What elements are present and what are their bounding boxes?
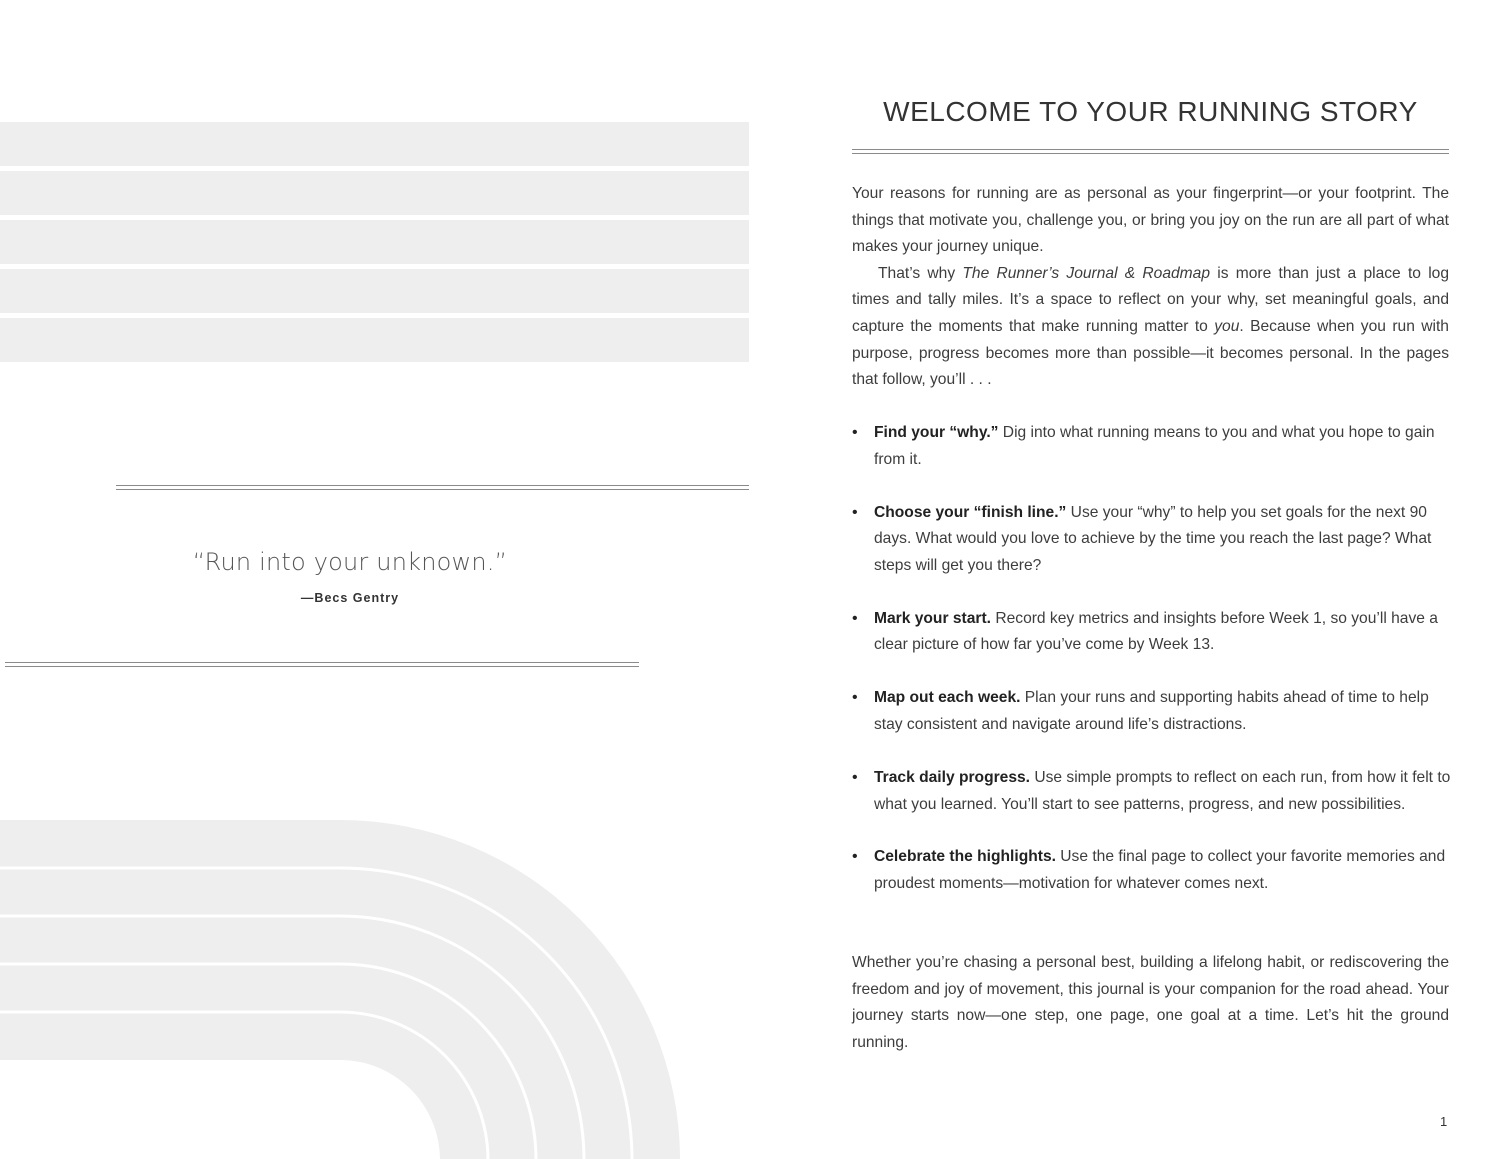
page-number: 1 (1440, 1114, 1448, 1129)
title-rule (852, 149, 1449, 154)
list-item-text: Use simple prompts to reflect on each run, from how it felt to what you learned. You’ll start to see patterns, progress, and new possibilities. (874, 768, 1451, 813)
intro-2-mid: is more than just a place to log times and tally miles. It’s a space to reflect on your why, set meaningful goals, and capture the moments that make running matter to (852, 264, 1449, 335)
list-item (852, 500, 1452, 580)
list-item-text: Dig into what running means to you and what you hope to gain from it. (874, 424, 1435, 468)
track-stripe (0, 269, 749, 313)
pull-quote: “Run into your unknown.” (192, 548, 508, 576)
list-item-heading: Celebrate the highlights. (874, 848, 1056, 866)
list-item (852, 844, 1452, 897)
running-track-graphic (0, 820, 700, 1159)
feature-list (852, 420, 1452, 924)
list-item-heading: Find your “why.” (874, 424, 999, 441)
list-item (852, 685, 1452, 738)
quote-top-rule (116, 485, 749, 490)
list-item-heading: Track daily progress. (874, 768, 1031, 786)
list-item-text: Use your “why” to help you set goals for the next 90 days. What would you love to achieve by the time you reach the last page? What steps will get you there? (874, 503, 1432, 574)
list-item-text: Use the final page to collect your favorite memories and proudest moments—motivation for whatever comes next. (874, 848, 1446, 893)
track-stripe (0, 122, 749, 166)
intro-2-emphasis: you (1214, 317, 1240, 335)
quote-bottom-rule (5, 662, 639, 667)
intro-text (852, 181, 1449, 394)
closing-paragraph: Whether you’re chasing a personal best, building a lifelong habit, or rediscovering the freedom and joy of movement, this journal is your companion for the road ahead. Your journey starts now—one step, one page, one goal at a time. Let’s hit the ground running. (852, 954, 1449, 1051)
list-item (852, 420, 1452, 473)
list-item-text: Record key metrics and insights before Week 1, so you’ll have a clear picture of how far you’ve come by Week 13. (874, 609, 1438, 654)
intro-paragraph-2 (852, 261, 1449, 394)
track-stripe (0, 171, 749, 215)
track-stripe (0, 318, 749, 362)
list-item (852, 765, 1452, 818)
page-title: WELCOME TO YOUR RUNNING STORY (883, 96, 1418, 127)
list-item (852, 606, 1452, 659)
list-item-heading: Mark your start. (874, 609, 991, 627)
intro-paragraph-1: Your reasons for running are as personal as your fingerprint—or your footprint. The things that motivate you, challenge you, or bring you joy on the run are all part of what makes your journey unique. (852, 185, 1449, 256)
list-item-text: Plan your runs and supporting habits ahead of time to help stay consistent and navigate around life’s distractions. (874, 689, 1429, 733)
track-stripe (0, 220, 749, 264)
list-item-heading: Map out each week. (874, 689, 1021, 707)
intro-2-tail: . Because when you run with purpose, progress becomes more than possible—it becomes personal. In the pages that follow, you’ll . . . (852, 317, 1449, 389)
list-item-heading: Choose your “finish line.” (874, 503, 1067, 521)
quote-attribution: —Becs Gentry (300, 591, 400, 605)
intro-2-lead: That’s why (878, 264, 963, 282)
book-title: The Runner’s Journal & Roadmap (962, 264, 1211, 282)
